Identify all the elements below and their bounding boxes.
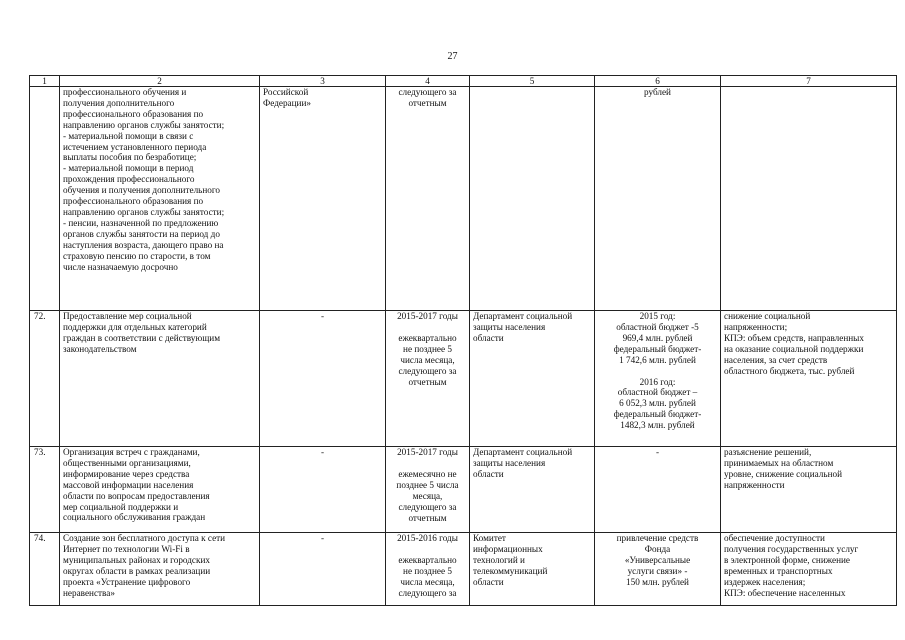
deadline-cell [386,87,470,311]
text-line: рублей [644,87,671,97]
table-row [30,533,897,606]
num-cell [30,87,60,311]
text-line: технологий и [473,554,525,565]
text-line: числе назначаемую досрочно [63,261,178,272]
funding-2015 [598,311,717,366]
text-line: Предоставление мер социальной [63,311,192,321]
table-header-row [30,76,897,87]
deadline-cell [386,311,470,447]
text-line: Департамент социальной [473,311,573,321]
deadline-details [389,333,466,388]
legal-basis-cell: - [260,311,386,447]
text-line: следующего за [398,587,457,598]
text-line: - пенсии, назначенной по предложению [63,217,219,228]
text-line: федеральный бюджет- [613,343,702,354]
text-line: уровне, снижение социальной [724,468,842,479]
text-line: не позднее 5 [403,343,452,354]
funding-cell [595,533,721,606]
text-line: профессионального образования по [63,196,204,207]
text-line: Создание зон бесплатного доступа к сети [63,533,226,543]
deadline-cell [386,447,470,533]
text-line: КПЭ: обеспечение населенных [724,587,846,598]
text-line: выплаты пособия по безработице; [63,152,197,163]
text-line: защиты населения [473,321,546,332]
text-line: привлечение средств [616,533,699,543]
header-cell: 3 [260,76,386,87]
row-number: 74. [30,533,60,606]
text-line: поддержки для отдельных категорий [63,321,207,332]
funding-2016 [598,377,717,432]
text-line: области [473,576,504,587]
text-line: ежемесячно не [398,468,457,479]
deadline-period: 2015-2016 годы [397,533,458,543]
measure-cell [60,447,260,533]
result-cell [721,533,897,606]
text-line: общественными организациями, [63,457,191,468]
text-line: профессионального образования по [63,108,204,119]
text-line: неравенства» [63,587,115,598]
legal-basis-cell: - [260,447,386,533]
table-row [30,447,897,533]
text-line: отчетным [408,97,447,108]
legal-basis-cell [260,87,386,311]
text-line: направлению органов службы занятости; [63,119,225,130]
text-line: телекоммуникаций [473,565,548,576]
text-line: областного бюджета, тыс. рублей [724,365,855,376]
executor-cell [470,533,595,606]
text-line: месяца, [412,490,443,501]
text-line: напряженности; [724,321,788,332]
header-cell: 4 [386,76,470,87]
text-line: следующего за [398,501,457,512]
text-line: Департамент социальной [473,447,573,457]
deadline-details [389,469,466,524]
deadline-cell [386,533,470,606]
header-cell: 2 [60,76,260,87]
text-line: издержек населения; [724,576,806,587]
text-line: 969,4 млн. рублей [622,332,693,343]
text-line: следующего за [398,365,457,376]
funding-cell [595,311,721,447]
text-line: разъяснение решений, [724,447,812,457]
text-line: законодательством [63,343,137,354]
text-line: 150 млн. рублей [626,576,689,587]
text-line: социального обслуживания граждан [63,512,206,523]
text-line: области [473,468,504,479]
page-number: 27 [447,51,458,62]
text-line: массовой информации населения [63,479,194,490]
text-line: Российской [263,87,309,97]
text-line: - материальной помощи в период [63,163,194,174]
text-line: временных и транспортных [724,565,833,576]
measure-cell [60,87,260,311]
text-line: органов службы занятости на период до [63,228,220,239]
text-line: областной бюджет -5 [616,321,699,332]
measure-cell [60,533,260,606]
deadline-details [389,555,466,599]
measures-table [29,75,897,606]
text-line: отчетным [408,376,447,387]
text-line: мер социальной поддержки и [63,501,179,512]
table-row-continuation [30,87,897,311]
funding-cell: - [595,447,721,533]
text-line: информирование через средства [63,468,190,479]
text-line: проекта «Устранение цифрового [63,576,191,587]
text-line: обучения и получения дополнительного [63,185,220,196]
deadline-period: 2015-2017 годы [397,311,458,321]
executor-cell [470,311,595,447]
text-line: числа месяца, [400,354,455,365]
text-line: КПЭ: объем средств, направленных [724,332,864,343]
text-line: информационных [473,543,543,554]
text-line: Комитет [473,533,506,543]
measure-cell [60,311,260,447]
text-line: 6 052,3 млн. рублей [619,398,696,409]
text-line: принимаемых на областном [724,457,834,468]
executor-cell [470,87,595,311]
text-line: страховую пенсию по старости, в том [63,250,211,261]
text-line: «Универсальные [624,554,691,565]
header-cell: 5 [470,76,595,87]
text-line: позднее 5 числа [396,479,459,490]
table-row [30,311,897,447]
text-line: Организация встреч с гражданами, [63,447,200,457]
text-line: Интернет по технологии Wi-Fi в [63,543,190,554]
text-line: муниципальных районах и городских [63,554,210,565]
text-line: наступления возраста, дающего право на [63,239,224,250]
deadline-period: 2015-2017 годы [397,447,458,457]
text-line: - материальной помощи в связи с [63,130,194,141]
text-line: снижение социальной [724,311,811,321]
text-line: областной бюджет – [617,387,698,398]
text-line: получения дополнительного [63,97,175,108]
text-line: округах области в рамках реализации [63,565,211,576]
text-line: в электронной форме, снижение [724,554,850,565]
text-line: 2015 год: [639,311,676,321]
funding-cell [595,87,721,311]
text-line: истечением установленного периода [63,141,207,152]
header-cell: 7 [721,76,897,87]
text-line: 2016 год: [639,376,676,387]
row-number: 72. [30,311,60,447]
text-line: 1 742,6 млн. рублей [619,354,696,365]
text-line: Фонда [644,543,671,554]
result-cell [721,447,897,533]
text-line: федеральный бюджет- [613,409,702,420]
header-cell: 1 [30,76,60,87]
text-line: Федерации» [263,97,311,108]
text-line: ежеквартально [398,332,457,343]
header-cell: 6 [595,76,721,87]
text-line: 1482,3 млн. рублей [620,420,695,431]
result-cell [721,87,897,311]
text-line: отчетным [408,512,447,523]
text-line: услуги связи» - [627,565,688,576]
text-line: области по вопросам предоставления [63,490,210,501]
text-line: обеспечение доступности [724,533,825,543]
text-line: защиты населения [473,457,546,468]
text-line: напряженности [724,479,785,490]
text-line: профессионального обучения и [63,87,187,97]
text-line: ежеквартально [398,554,457,565]
text-line: следующего за [398,87,457,97]
legal-basis-cell: - [260,533,386,606]
text-line: области [473,332,504,343]
text-line: получения государственных услуг [724,543,859,554]
text-line: не позднее 5 [403,565,452,576]
result-cell [721,311,897,447]
text-line: направлению органов службы занятости; [63,206,225,217]
text-line: граждан в соответствии с действующим [63,332,221,343]
row-number: 73. [30,447,60,533]
text-line: числа месяца, [400,576,455,587]
text-line: прохождения профессионального [63,174,195,185]
executor-cell [470,447,595,533]
text-line: на оказание социальной поддержки [724,343,864,354]
text-line: населения, за счет средств [724,354,828,365]
